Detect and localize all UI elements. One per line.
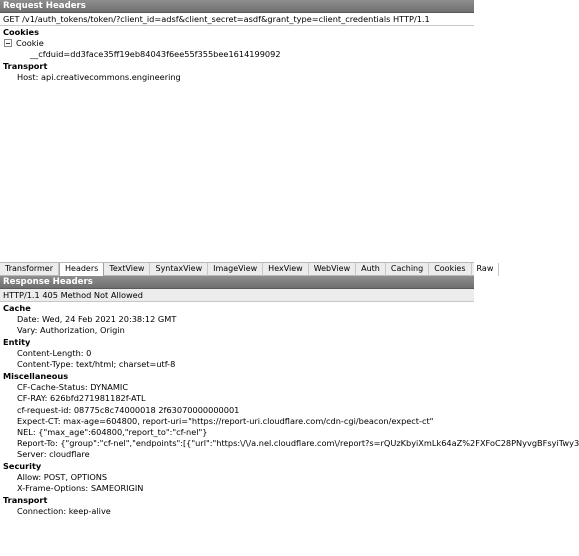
header-row[interactable] bbox=[0, 359, 474, 370]
header-value: Wed, 24 Feb 2021 20:38:12 GMT bbox=[41, 314, 177, 324]
header-row[interactable] bbox=[0, 393, 474, 404]
header-key: Host: bbox=[17, 72, 39, 82]
header-row[interactable] bbox=[0, 483, 474, 494]
header-key: Server: bbox=[17, 448, 47, 459]
section-transport-title: Transport bbox=[3, 495, 48, 506]
request-headers-pane bbox=[0, 0, 474, 262]
header-value: api.creativecommons.engineering bbox=[41, 72, 181, 82]
header-row[interactable] bbox=[0, 437, 579, 449]
cookie-node-label: Cookie bbox=[16, 38, 44, 48]
section-cookies-title: Cookies bbox=[3, 27, 39, 37]
header-row[interactable] bbox=[0, 348, 474, 359]
header-key: Report-To: bbox=[17, 437, 58, 448]
header-value: {"group":"cf-nel","endpoints":[{"url":"https:\/\/a.nel.cloudflare.com\/report?s=rQUzKbyiXmLk64aZ%2FXFoC28PNyvgBFsyiTwy3 bbox=[60, 437, 579, 448]
header-value: SAMEORIGIN bbox=[90, 483, 144, 494]
header-value: 626bfd271981182f-ATL bbox=[49, 393, 146, 404]
header-key: CF-RAY: bbox=[17, 393, 48, 404]
header-key: NEL: bbox=[17, 426, 36, 437]
header-value: POST, OPTIONS bbox=[43, 472, 108, 483]
section-miscellaneous-title: Miscellaneous bbox=[3, 371, 69, 382]
tab-cookies[interactable]: Cookies bbox=[429, 263, 471, 276]
header-key: CF-Cache-Status: bbox=[17, 382, 88, 393]
header-key: Content-Type: bbox=[17, 359, 74, 370]
tab-raw[interactable]: Raw bbox=[472, 263, 500, 276]
request-headers-title: Request Headers bbox=[0, 0, 474, 13]
header-row[interactable] bbox=[0, 427, 474, 438]
header-value: Authorization, Origin bbox=[39, 325, 125, 336]
tab-textview[interactable]: TextView bbox=[104, 263, 150, 276]
header-key: Connection: bbox=[17, 506, 67, 517]
status-line[interactable]: HTTP/1.1 405 Method Not Allowed bbox=[0, 289, 474, 302]
header-key: X-Frame-Options: bbox=[17, 483, 89, 494]
section-entity-title: Entity bbox=[3, 337, 31, 348]
response-headers-title: Response Headers bbox=[0, 276, 474, 289]
header-row[interactable] bbox=[0, 506, 474, 517]
header-value: DYNAMIC bbox=[90, 382, 129, 393]
header-value: 08775c8c74000018 2f63070000000001 bbox=[73, 404, 240, 415]
tab-headers[interactable]: Headers bbox=[59, 263, 104, 277]
cookie-tree-node[interactable] bbox=[0, 38, 474, 49]
header-key: Date: bbox=[17, 314, 40, 324]
tab-syntaxview[interactable]: SyntaxView bbox=[150, 263, 208, 276]
header-key: cf-request-id: bbox=[17, 404, 72, 415]
response-headers-pane bbox=[0, 276, 579, 556]
header-row[interactable] bbox=[0, 416, 474, 427]
header-row[interactable] bbox=[0, 449, 474, 460]
tab-imageview[interactable]: ImageView bbox=[208, 263, 263, 276]
header-value: text/html; charset=utf-8 bbox=[75, 359, 176, 370]
header-row[interactable] bbox=[0, 325, 474, 336]
header-value: keep-alive bbox=[68, 506, 111, 517]
tab-hexview[interactable]: HexView bbox=[263, 263, 309, 276]
header-value: {"max_age":604800,"report_to":"cf-nel"} bbox=[38, 426, 208, 437]
header-value: cloudflare bbox=[49, 448, 90, 459]
header-value: 0 bbox=[86, 348, 92, 359]
header-row[interactable] bbox=[0, 382, 474, 393]
section-transport-title: Transport bbox=[3, 61, 48, 71]
header-key: Allow: bbox=[17, 472, 42, 483]
header-key: Vary: bbox=[17, 325, 38, 336]
header-value: max-age=604800, report-uri="https://report-uri.cloudflare.com/cdn-cgi/beacon/expect-ct" bbox=[63, 415, 434, 426]
section-cache-title: Cache bbox=[3, 303, 31, 313]
tab-auth[interactable]: Auth bbox=[356, 263, 386, 276]
header-key: Content-Length: bbox=[17, 348, 84, 359]
tab-transformer[interactable]: Transformer bbox=[0, 263, 59, 276]
header-row[interactable] bbox=[0, 472, 474, 483]
inspector-tabbar bbox=[0, 262, 494, 276]
collapse-icon[interactable] bbox=[4, 39, 12, 47]
header-key: Expect-CT: bbox=[17, 415, 61, 426]
section-security-title: Security bbox=[3, 461, 42, 472]
request-line[interactable]: GET /v1/auth_tokens/token/?client_id=adsf&client_secret=asdf&grant_type=client_credentials HTTP/1.1 bbox=[0, 13, 474, 26]
header-row[interactable] bbox=[0, 314, 474, 325]
header-row[interactable] bbox=[0, 405, 474, 416]
tab-caching[interactable]: Caching bbox=[386, 263, 429, 276]
tab-webview[interactable]: WebView bbox=[309, 263, 356, 276]
header-row[interactable] bbox=[0, 72, 474, 83]
cookie-value[interactable]: __cfduid=dd3face35ff19eb84043f6ee55f355bee1614199092 bbox=[30, 49, 281, 59]
